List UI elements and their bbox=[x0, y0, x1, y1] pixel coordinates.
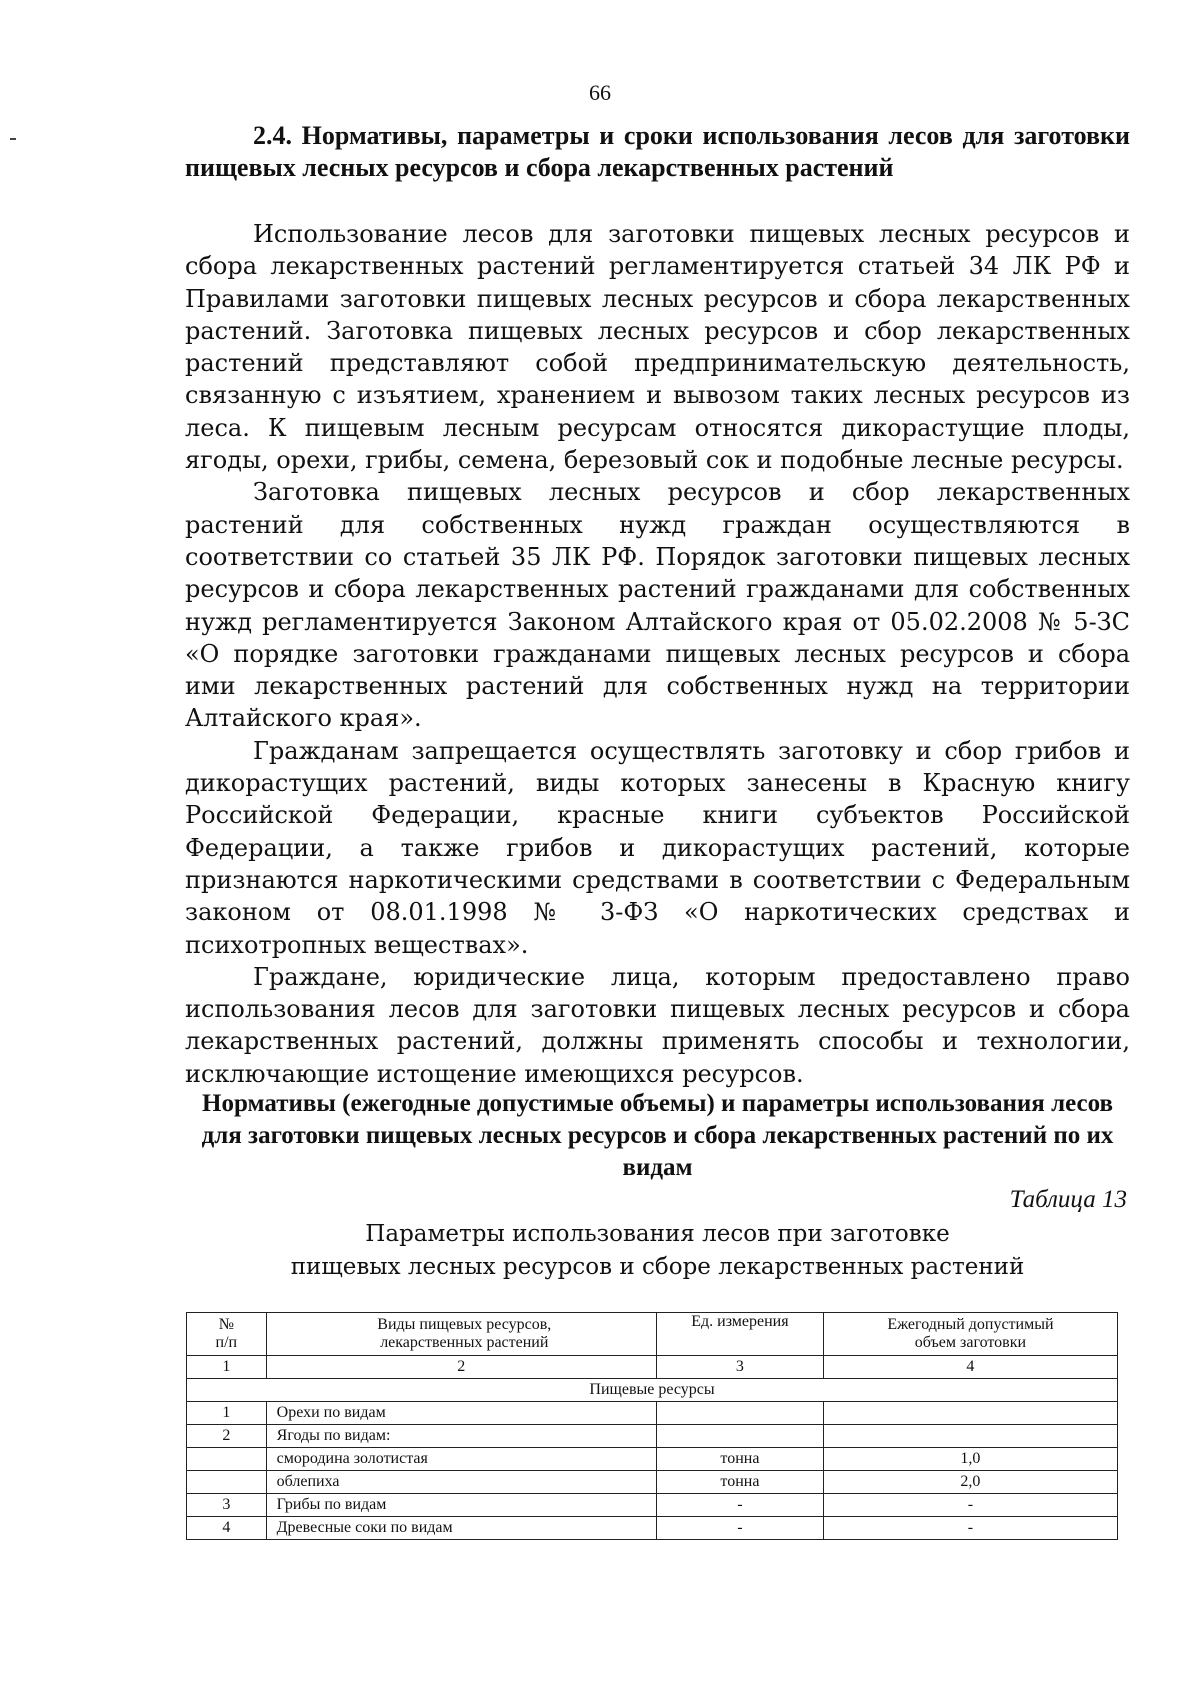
section-title: 2.4. Нормативы, параметры и сроки использования лесов для заготовки пищевых лесных ресурсов и сбора лекарственных растений bbox=[185, 121, 1130, 182]
table-row bbox=[187, 1494, 1118, 1517]
row-num bbox=[187, 1448, 267, 1471]
row-name: Орехи по видам bbox=[266, 1402, 656, 1425]
row-num: 4 bbox=[187, 1517, 267, 1540]
column-number: 1 bbox=[187, 1356, 267, 1379]
column-number: 2 bbox=[266, 1356, 656, 1379]
column-number-row bbox=[187, 1356, 1118, 1379]
row-num bbox=[187, 1471, 267, 1494]
table-row bbox=[187, 1448, 1118, 1471]
header-kind bbox=[266, 1313, 656, 1356]
row-name: облепиха bbox=[266, 1471, 656, 1494]
header-text: № bbox=[218, 1316, 234, 1333]
column-number: 3 bbox=[656, 1356, 823, 1379]
row-name: Грибы по видам bbox=[266, 1494, 656, 1517]
paragraph: Граждане, юридические лица, которым предоставлено право использования лесов для заготовки пищевых лесных ресурсов и сбора лекарственных растений, должны применять способы и технологии, исключающие истощение имеющихся ресурсов. bbox=[185, 962, 1130, 1088]
table-row bbox=[187, 1425, 1118, 1448]
row-unit bbox=[656, 1425, 823, 1448]
paragraph: Заготовка пищевых лесных ресурсов и сбор лекарственных растений для собственных нужд граждан осуществляются в соответствии со статьей 35 ЛК РФ. Порядок заготовки пищевых лесных ресурсов и сбора лекарственных растений гражданами для собственных нужд регламентируется Законом Алтайского края от 05.02.2008 № 5-ЗС «О порядке заготовки гражданами пищевых лесных ресурсов и сбора ими лекарственных растений для собственных нужд на территории Алтайского края». bbox=[185, 478, 1130, 733]
row-volume: - bbox=[823, 1517, 1117, 1540]
header-volume bbox=[823, 1313, 1117, 1356]
row-volume bbox=[823, 1425, 1117, 1448]
header-text: объем заготовки bbox=[914, 1334, 1027, 1351]
page-number: 66 bbox=[589, 80, 611, 105]
table-header-row bbox=[187, 1313, 1118, 1356]
header-text: лекарственных растений bbox=[380, 1334, 549, 1351]
row-num: 3 bbox=[187, 1494, 267, 1517]
table-row bbox=[187, 1471, 1118, 1494]
table-caption-line: пищевых лесных ресурсов и сборе лекарственных растений bbox=[290, 1254, 1025, 1280]
row-unit: - bbox=[656, 1494, 823, 1517]
row-unit bbox=[656, 1402, 823, 1425]
row-unit: тонна bbox=[656, 1471, 823, 1494]
header-num bbox=[187, 1313, 267, 1356]
row-volume: - bbox=[823, 1494, 1117, 1517]
table-caption bbox=[185, 1218, 1130, 1284]
row-volume: 2,0 bbox=[823, 1471, 1117, 1494]
row-num: 1 bbox=[187, 1402, 267, 1425]
table-row bbox=[187, 1402, 1118, 1425]
table-label: Таблица 13 bbox=[1009, 1186, 1127, 1213]
row-unit: тонна bbox=[656, 1448, 823, 1471]
row-volume: 1,0 bbox=[823, 1448, 1117, 1471]
body-text bbox=[185, 218, 1130, 1090]
row-name: Древесные соки по видам bbox=[266, 1517, 656, 1540]
parameters-table bbox=[186, 1312, 1118, 1540]
header-text: п/п bbox=[215, 1334, 238, 1351]
header-unit bbox=[656, 1313, 823, 1356]
column-number: 4 bbox=[823, 1356, 1117, 1379]
header-text: Ед. измерения bbox=[691, 1313, 789, 1330]
subsection-title: Нормативы (ежегодные допустимые объемы) и параметры использования лесов для заготовки пищевых лесных ресурсов и сбора лекарственных растений по их видам bbox=[201, 1090, 1114, 1181]
row-volume bbox=[823, 1402, 1117, 1425]
row-name: Ягоды по видам: bbox=[266, 1425, 656, 1448]
header-text: Виды пищевых ресурсов, bbox=[377, 1316, 552, 1333]
paragraph: Использование лесов для заготовки пищевых лесных ресурсов и сбора лекарственных растений регламентируется статьей 34 ЛК РФ и Правилами заготовки пищевых лесных ресурсов и сбора лекарственных растений. Заготовка пищевых лесных ресурсов и сбор лекарственных растений представляют собой предпринимательскую деятельность, связанную с изъятием, хранением и вывозом таких лесных ресурсов из леса. К пищевым лесным ресурсам относятся дикорастущие плоды, ягоды, орехи, грибы, семена, березовый сок и подобные лесные ресурсы. bbox=[185, 220, 1130, 475]
table-caption-line: Параметры использования лесов при заготовке bbox=[365, 1221, 950, 1247]
group-row bbox=[187, 1379, 1118, 1402]
group-label: Пищевые ресурсы bbox=[187, 1379, 1118, 1402]
header-text: Ежегодный допустимый bbox=[887, 1316, 1054, 1333]
row-num: 2 bbox=[187, 1425, 267, 1448]
row-name: смородина золотистая bbox=[266, 1448, 656, 1471]
paragraph: Гражданам запрещается осуществлять заготовку и сбор грибов и дикорастущих растений, виды которых занесены в Красную книгу Российской Федерации, красные книги субъектов Российской Федерации, а также грибов и дикорастущих растений, которые признаются наркотическими средствами в соответствии с Федеральным законом от 08.01.1998 № 3-ФЗ «О наркотических средствах и психотропных веществах». bbox=[185, 736, 1130, 959]
row-unit: - bbox=[656, 1517, 823, 1540]
table-row bbox=[187, 1517, 1118, 1540]
scan-mark bbox=[10, 138, 16, 140]
